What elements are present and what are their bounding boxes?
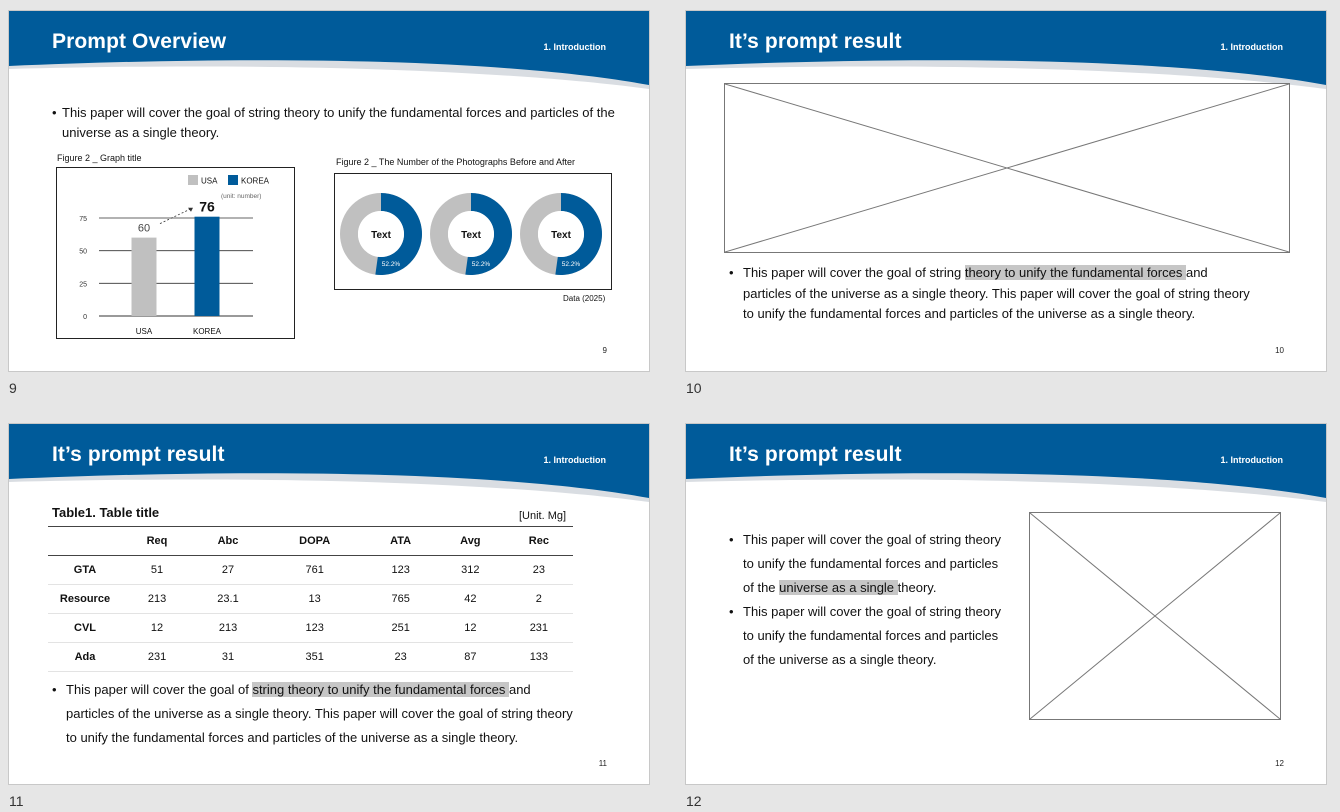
- slide-number-label: 11: [9, 793, 24, 809]
- x-tick-label: KOREA: [192, 327, 222, 336]
- table-cell: 87: [436, 643, 505, 672]
- table-header-cell: [48, 527, 122, 556]
- figure-caption: Figure 2 _ The Number of the Photographs Before and After: [336, 157, 575, 167]
- y-tick-label: 75: [79, 216, 87, 223]
- bullet-text: • This paper will cover the goal of string theory to unify the fundamental forces and particles of the universe as a single theory. This paper will cover the goal of string theory to unify the fundamental forces and particles of the universe as a single theory.: [729, 265, 1250, 321]
- table-title: Table1. Table title: [52, 505, 160, 520]
- table-cell: 42: [436, 585, 505, 614]
- donut-percent-label: 52.2%: [561, 261, 581, 268]
- bullet-text: • This paper will cover the goal of string theory to unify the fundamental forces and particles of the universe as a single theory.: [743, 528, 1043, 600]
- x-tick-label: USA: [135, 327, 153, 336]
- table-cell: 231: [505, 614, 573, 643]
- section-label: 1. Introduction: [543, 42, 606, 52]
- donut-center-label: Text: [551, 230, 571, 241]
- table-row: [48, 556, 573, 585]
- image-placeholder: [1029, 512, 1281, 720]
- section-label: 1. Introduction: [1220, 42, 1283, 52]
- highlighted-text: string theory to unify the fundamental forces: [252, 682, 509, 697]
- data-source-note: Data (2025): [563, 294, 606, 303]
- table-row-header: Ada: [48, 643, 122, 672]
- table-header-cell: DOPA: [264, 527, 365, 556]
- table-cell: 13: [264, 585, 365, 614]
- highlighted-text: universe as a single: [779, 580, 898, 595]
- slide-title: It’s prompt result: [52, 443, 225, 466]
- section-label: 1. Introduction: [1220, 455, 1283, 465]
- donut-center-label: Text: [461, 230, 481, 241]
- table-header-cell: Avg: [436, 527, 505, 556]
- table-cell: 761: [264, 556, 365, 585]
- bullet-dot-icon: •: [52, 682, 57, 697]
- image-placeholder: [724, 83, 1290, 253]
- table-cell: 31: [192, 643, 264, 672]
- slide-11[interactable]: [9, 424, 649, 784]
- donut-chart-frame: [334, 173, 612, 290]
- slide-number-label: 10: [686, 380, 702, 396]
- donut-percent-label: 52.2%: [471, 261, 491, 268]
- page-number: 10: [1275, 346, 1284, 355]
- data-label: 60: [137, 222, 151, 235]
- table-header-row: [48, 527, 573, 556]
- unit-note: (unit: number): [221, 193, 262, 200]
- trend-arrow: [160, 209, 191, 224]
- bullet-text: • This paper will cover the goal of string theory to unify the fundamental forces and particles of the universe as a single theory.: [52, 105, 615, 140]
- donut-percent-label: 52.2%: [381, 261, 401, 268]
- bar: [132, 238, 157, 316]
- page-number: 12: [1275, 759, 1284, 768]
- bar: [195, 217, 220, 316]
- donut-center-label: Text: [371, 230, 391, 241]
- y-tick-label: 25: [79, 281, 87, 289]
- table-row: [48, 643, 573, 672]
- table-cell: 27: [192, 556, 264, 585]
- table-cell: 351: [264, 643, 365, 672]
- table-row-header: GTA: [48, 556, 122, 585]
- table-cell: 231: [122, 643, 192, 672]
- table-row: [48, 614, 573, 643]
- table-header-cell: Rec: [505, 527, 573, 556]
- bullet-dot-icon: •: [729, 532, 734, 547]
- page-number: 9: [602, 346, 607, 355]
- table-row-header: CVL: [48, 614, 122, 643]
- bullet-dot-icon: •: [729, 265, 734, 280]
- table-cell: 12: [436, 614, 505, 643]
- slide-banner: [9, 11, 649, 101]
- slide-12[interactable]: [686, 424, 1326, 784]
- table-cell: 51: [122, 556, 192, 585]
- table-cell: 312: [436, 556, 505, 585]
- bullet-dot-icon: •: [729, 604, 734, 619]
- slide-banner: [9, 424, 649, 514]
- figure-caption: Figure 2 _ Graph title: [57, 153, 142, 163]
- slide-banner: [686, 424, 1326, 514]
- table-cell: 133: [505, 643, 573, 672]
- bar-chart-frame: [56, 167, 295, 339]
- table-cell: 213: [192, 614, 264, 643]
- bar-chart: [57, 168, 294, 338]
- legend-label: USA: [201, 176, 218, 186]
- slide-9[interactable]: [9, 11, 649, 371]
- bullet-text: • This paper will cover the goal of string theory to unify the fundamental forces and particles of the universe as a single theory. This paper will cover the goal of string theory to unify the fundamental forces and particles of the universe as a single theory.: [66, 678, 626, 750]
- slide-number-label: 12: [686, 793, 702, 809]
- table-cell: 23: [365, 643, 436, 672]
- table-unit: [Unit. Mg]: [519, 510, 567, 522]
- slide-title: It’s prompt result: [729, 30, 902, 53]
- slide-title: Prompt Overview: [52, 30, 227, 53]
- y-tick-label: 50: [79, 248, 87, 256]
- table-cell: 23: [505, 556, 573, 585]
- slide-number-label: 9: [9, 380, 17, 396]
- legend-label: KOREA: [241, 176, 270, 186]
- table-cell: 765: [365, 585, 436, 614]
- table-header-cell: Req: [122, 527, 192, 556]
- donut-chart: [335, 174, 611, 289]
- slide-10[interactable]: [686, 11, 1326, 371]
- table-row-header: Resource: [48, 585, 122, 614]
- table-cell: 213: [122, 585, 192, 614]
- section-label: 1. Introduction: [543, 455, 606, 465]
- table-cell: 123: [365, 556, 436, 585]
- table-header-cell: ATA: [365, 527, 436, 556]
- data-table: [48, 526, 573, 672]
- page-number: 11: [598, 759, 607, 768]
- table-cell: 251: [365, 614, 436, 643]
- data-label: 76: [199, 198, 215, 215]
- table-cell: 23.1: [192, 585, 264, 614]
- legend-swatch: [188, 175, 198, 185]
- table-cell: 123: [264, 614, 365, 643]
- table-cell: 2: [505, 585, 573, 614]
- highlighted-text: theory to unify the fundamental forces: [964, 265, 1186, 280]
- table-row: [48, 585, 573, 614]
- legend-swatch: [228, 175, 238, 185]
- bullet-text: • This paper will cover the goal of string theory to unify the fundamental forces and particles of the universe as a single theory.: [743, 600, 1043, 672]
- table-header-cell: Abc: [192, 527, 264, 556]
- arrow-head-icon: [188, 208, 193, 212]
- bullet-dot-icon: •: [52, 105, 57, 120]
- table-cell: 12: [122, 614, 192, 643]
- slide-title: It’s prompt result: [729, 443, 902, 466]
- y-tick-label: 0: [83, 314, 87, 321]
